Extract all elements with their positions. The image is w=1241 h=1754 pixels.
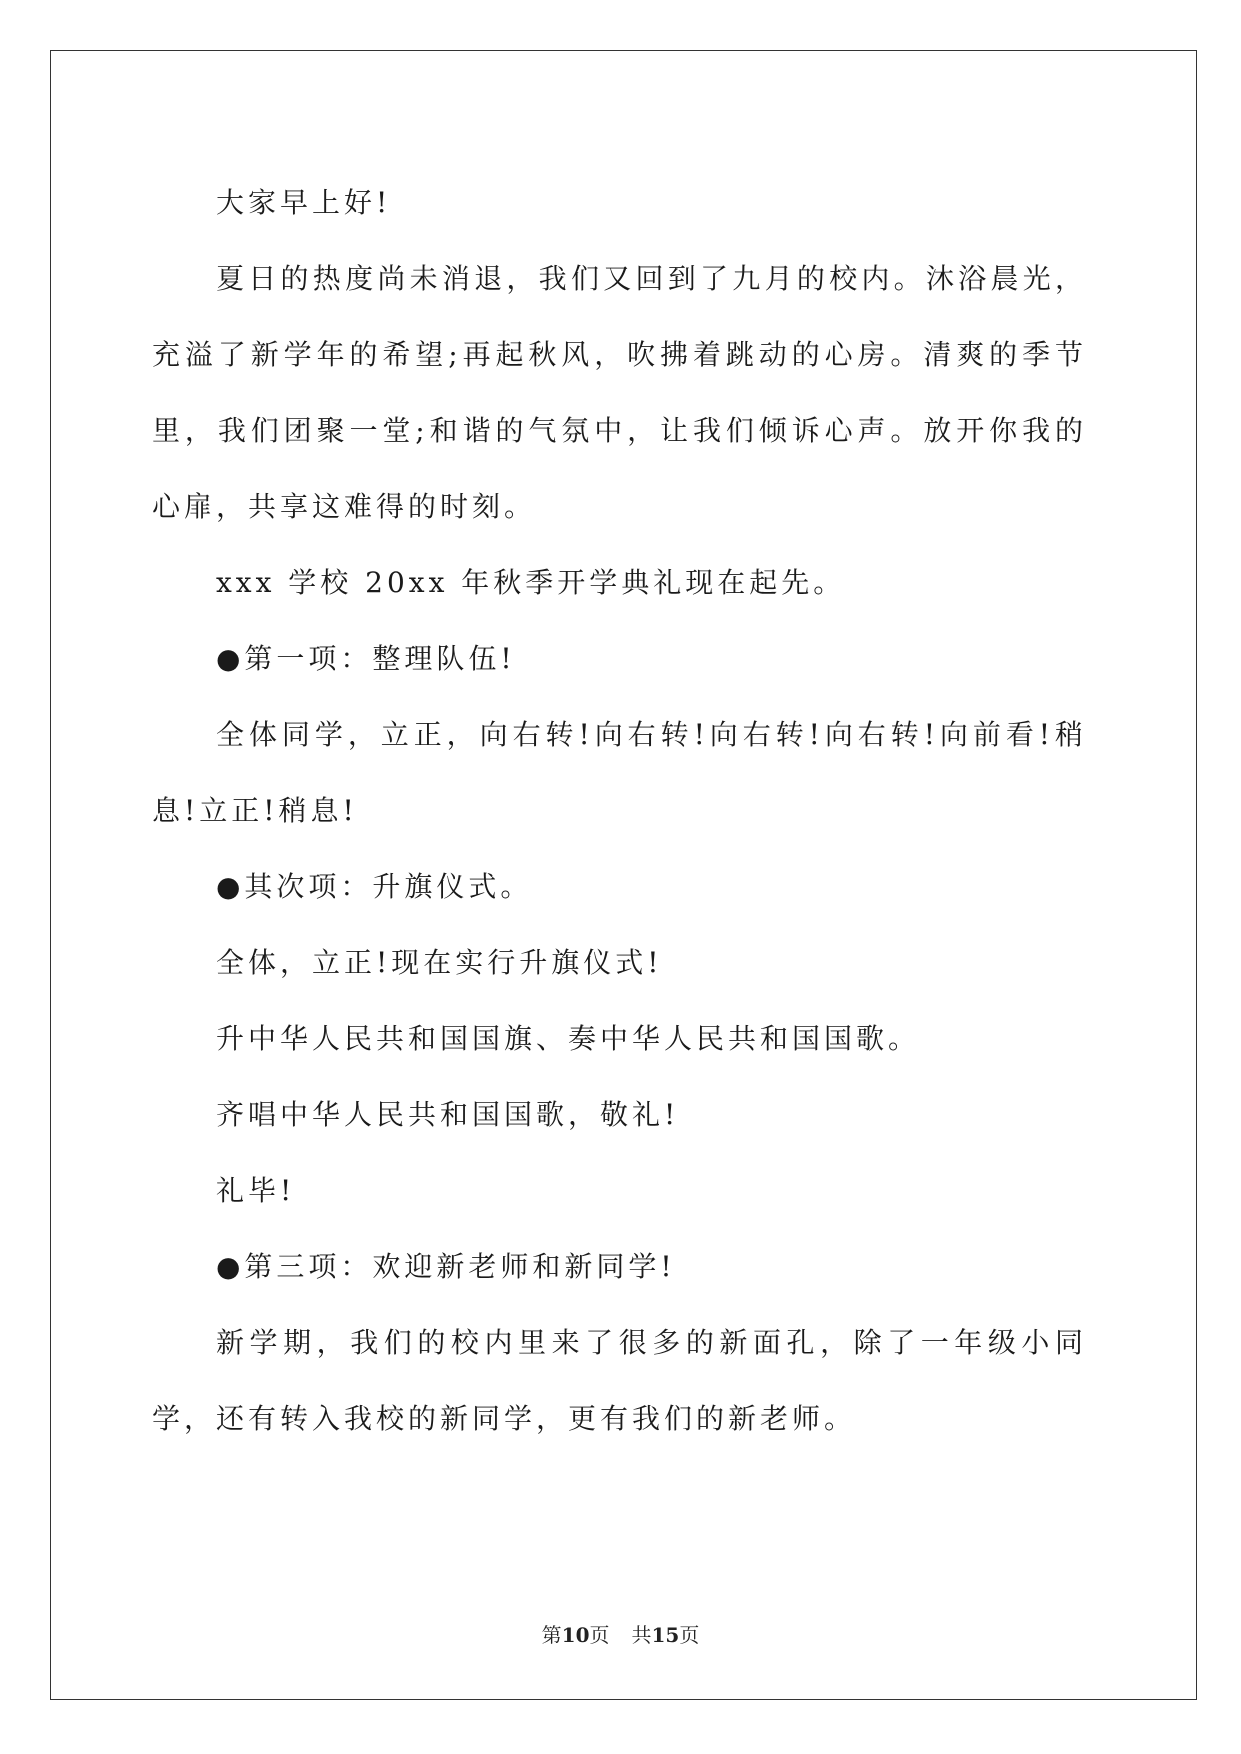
paragraph-flag-raising: 升中华人民共和国国旗、奏中华人民共和国国歌。	[216, 1022, 921, 1055]
total-prefix: 共	[631, 1623, 652, 1647]
paragraph-greeting: 大家早上好!	[216, 186, 392, 219]
paragraph-flag-ceremony: 全体，立正!现在实行升旗仪式!	[216, 946, 663, 979]
paragraph-anthem: 齐唱中华人民共和国国歌，敬礼!	[216, 1098, 680, 1131]
section-heading-1: ●第一项：整理队伍!	[216, 642, 516, 675]
section-heading-3: ●第三项：欢迎新老师和新同学!	[216, 1250, 676, 1283]
paragraph-line-up: 全体同学，立正，向右转!向右转!向右转!向右转!向前看!稍息!立正!稍息!	[152, 718, 1087, 827]
document-body	[152, 165, 1087, 1457]
paragraph-welcome: 新学期，我们的校内里来了很多的新面孔，除了一年级小同学，还有转入我校的新同学，更有我们的新老师。	[152, 1326, 1087, 1435]
section-heading-2: ●其次项：升旗仪式。	[216, 870, 533, 903]
page-suffix: 页	[589, 1623, 610, 1647]
page-current: 10	[561, 1623, 590, 1647]
paragraph-salute-end: 礼毕!	[216, 1174, 296, 1207]
paragraph-opening: 夏日的热度尚未消退，我们又回到了九月的校内。沐浴晨光，充溢了新学年的希望;再起秋风，吹拂着跳动的心房。清爽的季节里，我们团聚一堂;和谐的气氛中，让我们倾诉心声。放开你我的心扉，共享这难得的时刻。	[152, 262, 1087, 523]
page-footer	[0, 1622, 1241, 1648]
page-total: 15	[651, 1623, 680, 1647]
total-suffix: 页	[679, 1623, 700, 1647]
paragraph-ceremony-start: xxx 学校 20xx 年秋季开学典礼现在起先。	[216, 566, 846, 599]
page-prefix: 第	[541, 1623, 562, 1647]
